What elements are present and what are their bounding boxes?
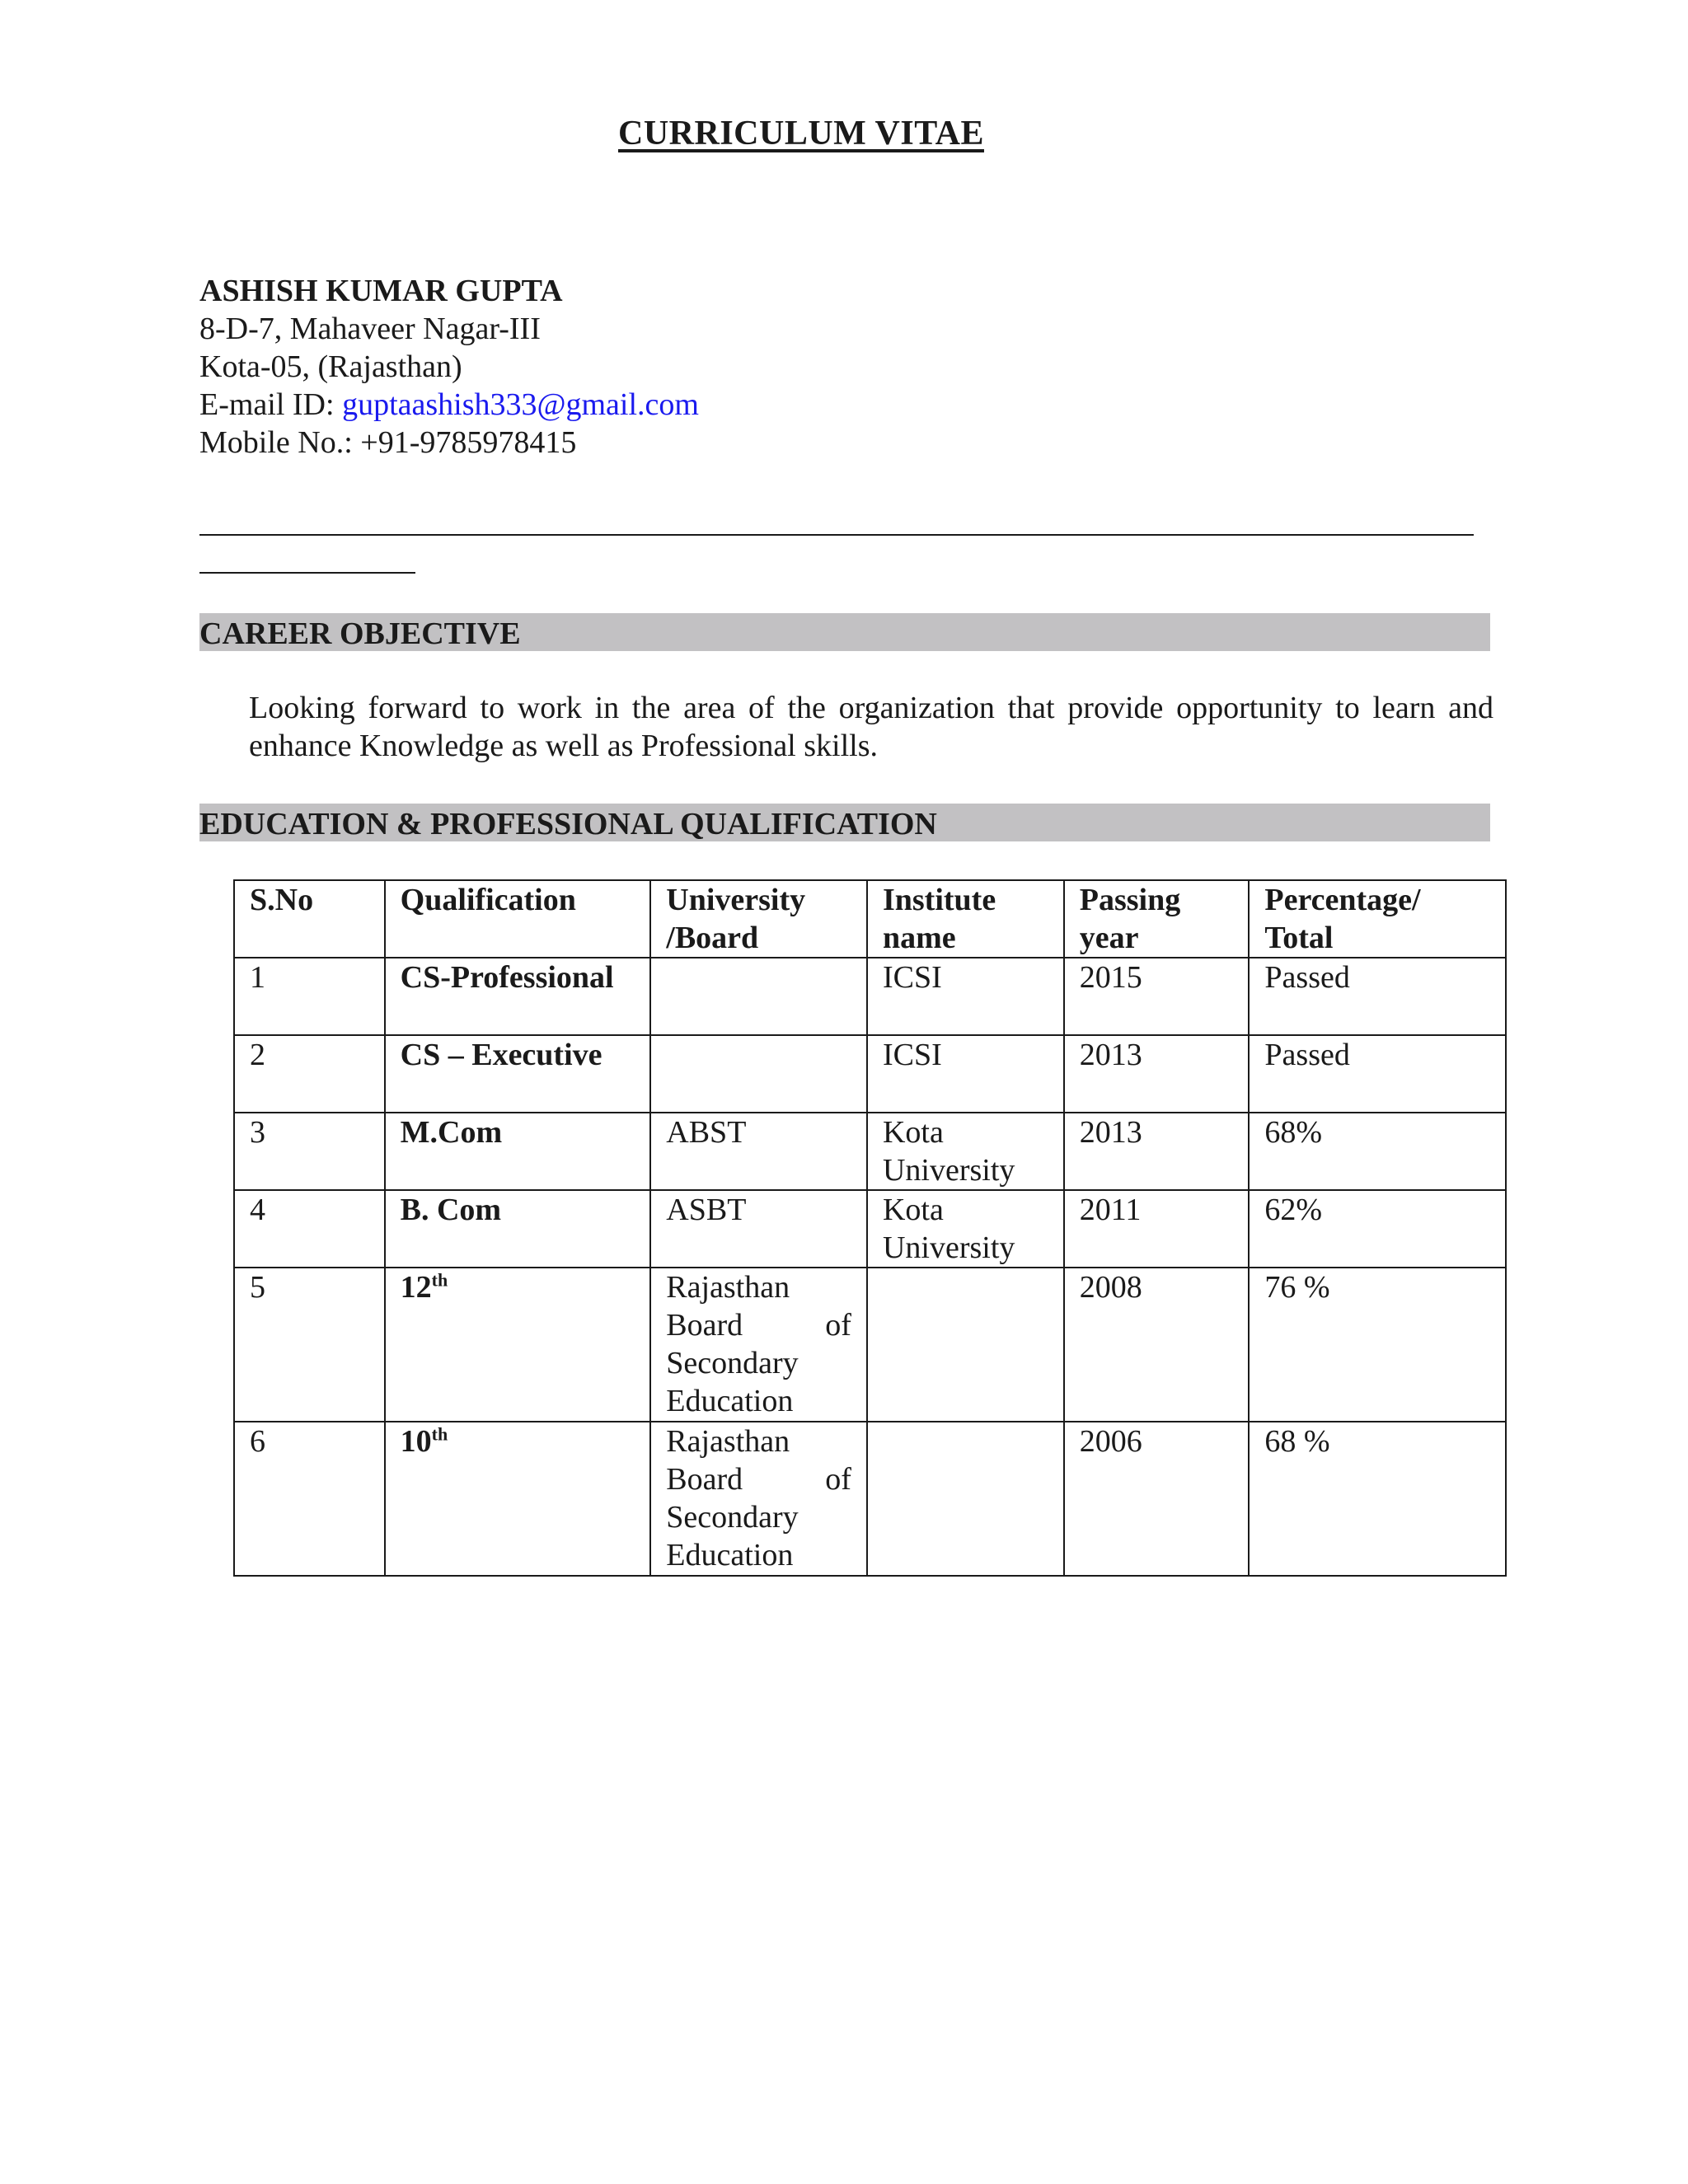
horizontal-rule-short xyxy=(199,572,415,574)
header-sno: S.No xyxy=(234,880,385,958)
email-link[interactable]: guptaashish333@gmail.com xyxy=(342,387,699,422)
header-university-board: University /Board xyxy=(650,880,867,958)
qualification-grade: 12 xyxy=(400,1270,432,1305)
table-row xyxy=(234,1113,1506,1190)
cell-institute: Kota University xyxy=(867,1113,1064,1190)
cell-board: ABST xyxy=(650,1113,867,1190)
cell-sno: 6 xyxy=(234,1422,385,1576)
cell-qualification xyxy=(385,1268,651,1422)
cell-institute: ICSI xyxy=(867,1035,1064,1113)
page-title: CURRICULUM VITAE xyxy=(618,115,984,152)
cell-board xyxy=(650,1035,867,1113)
table-header-row xyxy=(234,880,1506,958)
cell-board: Rajasthan Board of Secondary Education xyxy=(650,1268,867,1422)
cell-sno: 1 xyxy=(234,958,385,1035)
cell-year: 2011 xyxy=(1064,1190,1250,1268)
cell-year: 2006 xyxy=(1064,1422,1250,1576)
cell-institute xyxy=(867,1268,1064,1422)
qualification-suffix: th xyxy=(431,1269,448,1291)
cell-year: 2013 xyxy=(1064,1113,1250,1190)
email-label: E-mail ID: xyxy=(199,387,343,422)
cell-sno: 2 xyxy=(234,1035,385,1113)
cell-result: Passed xyxy=(1249,958,1506,1035)
address-line-2: Kota-05, (Rajasthan) xyxy=(199,349,462,384)
cell-result: Passed xyxy=(1249,1035,1506,1113)
cell-sno: 3 xyxy=(234,1113,385,1190)
cell-institute xyxy=(867,1422,1064,1576)
header-qualification: Qualification xyxy=(385,880,651,958)
cell-sno: 4 xyxy=(234,1190,385,1268)
qualification-suffix: th xyxy=(431,1423,448,1445)
table-row xyxy=(234,1422,1506,1576)
qualification-grade: 10 xyxy=(400,1424,432,1459)
header-institute-name: Institute name xyxy=(867,880,1064,958)
contact-block xyxy=(199,272,699,462)
mobile-line: Mobile No.: +91-9785978415 xyxy=(199,425,577,460)
table-row xyxy=(234,1268,1506,1422)
cell-year: 2008 xyxy=(1064,1268,1250,1422)
education-table xyxy=(233,879,1507,1577)
cell-result: 76 % xyxy=(1249,1268,1506,1422)
address-line-1: 8-D-7, Mahaveer Nagar-III xyxy=(199,312,541,346)
header-passing-year: Passing year xyxy=(1064,880,1250,958)
cell-sno: 5 xyxy=(234,1268,385,1422)
cell-board: Rajasthan Board of Secondary Education xyxy=(650,1422,867,1576)
cell-institute: Kota University xyxy=(867,1190,1064,1268)
table-row xyxy=(234,958,1506,1035)
cell-qualification: M.Com xyxy=(385,1113,651,1190)
cell-year: 2013 xyxy=(1064,1035,1250,1113)
cell-qualification: CS-Professional xyxy=(385,958,651,1035)
email-line xyxy=(199,386,699,424)
career-objective-text: Looking forward to work in the area of the organization that provide opportunity to learn and enhance Knowledge as well as Professional skills. xyxy=(249,691,1493,763)
education-heading: EDUCATION & PROFESSIONAL QUALIFICATION xyxy=(199,804,1490,841)
cell-qualification xyxy=(385,1422,651,1576)
cell-institute: ICSI xyxy=(867,958,1064,1035)
horizontal-rule xyxy=(199,534,1474,536)
cell-qualification: CS – Executive xyxy=(385,1035,651,1113)
cell-result: 62% xyxy=(1249,1190,1506,1268)
cell-qualification: B. Com xyxy=(385,1190,651,1268)
cell-year: 2015 xyxy=(1064,958,1250,1035)
cell-board: ASBT xyxy=(650,1190,867,1268)
table-row xyxy=(234,1190,1506,1268)
table-row xyxy=(234,1035,1506,1113)
cell-result: 68% xyxy=(1249,1113,1506,1190)
career-objective-heading: CAREER OBJECTIVE xyxy=(199,613,1490,651)
cell-board xyxy=(650,958,867,1035)
candidate-name: ASHISH KUMAR GUPTA xyxy=(199,274,563,308)
cell-result: 68 % xyxy=(1249,1422,1506,1576)
header-percentage-total: Percentage/ Total xyxy=(1249,880,1506,958)
